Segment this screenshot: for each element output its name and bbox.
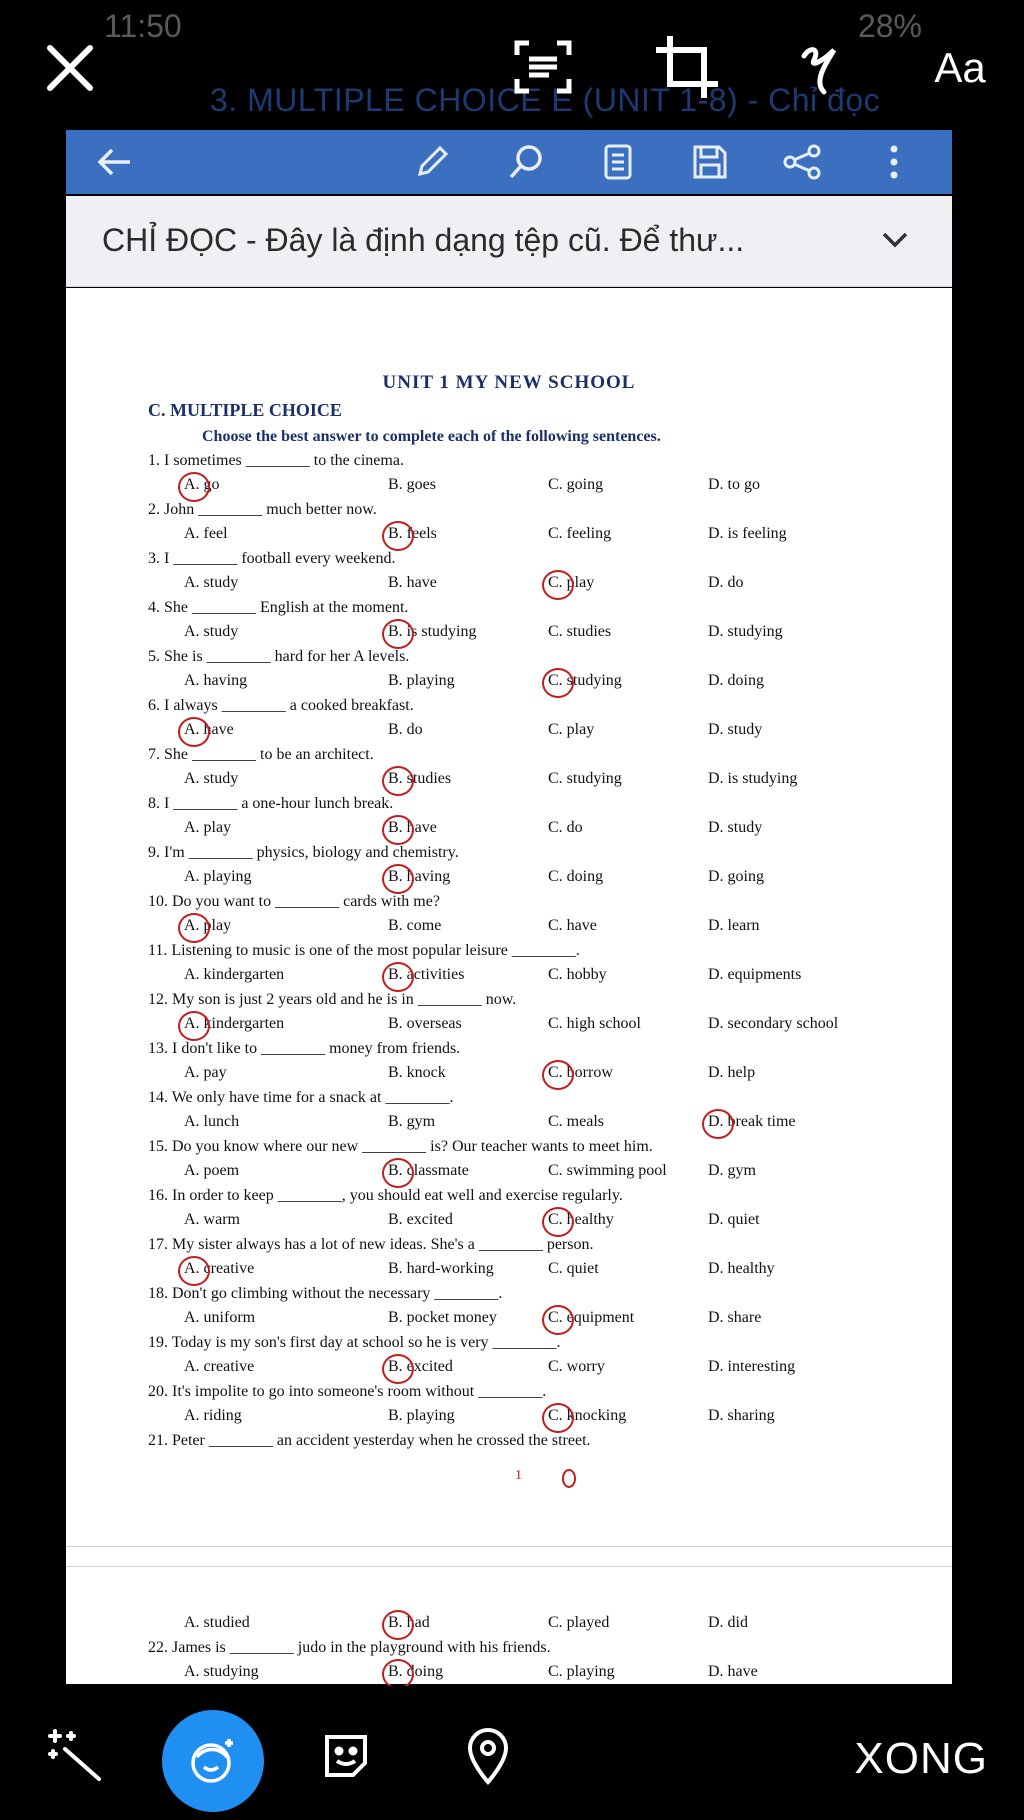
answer-circle-mark: [382, 1158, 414, 1188]
answer-option: C. going: [548, 476, 604, 493]
answer-option: A. lunch: [184, 1113, 240, 1130]
answer-option: B. excited: [388, 1358, 453, 1375]
answer-circle-mark: [702, 1109, 734, 1139]
answer-option: B. have: [388, 819, 437, 836]
answer-option: A. kindergarten: [184, 1015, 285, 1032]
answer-option: C. hobby: [548, 966, 607, 983]
question-text: 15. Do you know where our new ________ is? Our teacher wants to meet him.: [148, 1138, 653, 1155]
answer-option: D. interesting: [708, 1358, 796, 1375]
answer-circle-mark: [542, 1060, 574, 1090]
more-options-icon[interactable]: [872, 140, 916, 184]
answer-circle-mark: [382, 962, 414, 992]
answer-option: A. warm: [184, 1211, 240, 1228]
answer-option: C. doing: [548, 868, 604, 885]
answer-option: A. riding: [184, 1407, 242, 1424]
answer-option: D. to go: [708, 476, 760, 493]
answer-option: C. studying: [548, 672, 622, 689]
answer-option: B. goes: [388, 476, 436, 493]
answer-option: C. play: [548, 574, 595, 591]
unit-title: UNIT 1 MY NEW SCHOOL: [382, 372, 636, 393]
answer-option: B. hard-working: [388, 1260, 494, 1277]
question-text: 16. In order to keep ________, you should eat well and exercise regularly.: [148, 1187, 623, 1204]
answer-option: B. do: [388, 721, 423, 738]
answer-option: A. studying: [184, 1663, 259, 1680]
answer-option: B. excited: [388, 1211, 453, 1228]
save-icon[interactable]: [688, 140, 732, 184]
answer-option: D. studying: [708, 623, 783, 640]
question-text: 4. She ________ English at the moment.: [148, 599, 409, 616]
answer-option: D. learn: [708, 917, 760, 934]
answer-option: A. having: [184, 672, 248, 689]
answer-option: C. played: [548, 1614, 610, 1631]
answer-option: B. come: [388, 917, 442, 934]
draw-icon[interactable]: [792, 36, 856, 100]
clock: 11:50: [104, 8, 182, 44]
answer-option: B. had: [388, 1614, 430, 1631]
answer-option: C. do: [548, 819, 583, 836]
answer-option: B. studies: [388, 770, 452, 787]
answer-option: A. studied: [184, 1614, 250, 1631]
answer-option: B. classmate: [388, 1162, 469, 1179]
answer-circle-mark: [542, 668, 574, 698]
answer-option: C. borrow: [548, 1064, 613, 1081]
answer-option: D. going: [708, 868, 764, 885]
section-heading: C. MULTIPLE CHOICE: [148, 400, 342, 420]
answer-option: A. playing: [184, 868, 252, 885]
question-text: 22. James is ________ judo in the playground with his friends.: [148, 1639, 551, 1656]
answer-option: A. poem: [184, 1162, 240, 1179]
answer-option: D. healthy: [708, 1260, 775, 1277]
answer-circle-mark: [542, 570, 574, 600]
answer-option: B. having: [388, 868, 451, 885]
question-text: 8. I ________ a one-hour lunch break.: [148, 795, 394, 812]
answer-option: D. did: [708, 1614, 748, 1631]
answer-circle-mark: [382, 864, 414, 894]
question-text: 2. John ________ much better now.: [148, 501, 377, 518]
bottom-toolbar: [0, 1686, 1024, 1820]
answer-option: D. share: [708, 1309, 762, 1326]
answer-option: A. kindergarten: [184, 966, 285, 983]
answer-circle-mark: [542, 1305, 574, 1335]
answer-circle-mark: [178, 913, 210, 943]
back-arrow-icon[interactable]: [92, 140, 136, 184]
question-text: 21. Peter ________ an accident yesterday when he crossed the street.: [148, 1432, 591, 1449]
answer-option: D. study: [708, 819, 763, 836]
answer-circle-mark: [178, 1256, 210, 1286]
answer-option: C. high school: [548, 1015, 641, 1032]
font-button[interactable]: Aa: [934, 44, 986, 91]
location-pin-icon[interactable]: [456, 1722, 520, 1790]
answer-option: A. study: [184, 574, 239, 591]
answer-option: A. play: [184, 917, 232, 934]
answer-circle-mark: [542, 1207, 574, 1237]
page-number: 1: [515, 1468, 522, 1483]
app-toolbar: [66, 130, 952, 194]
question-text: 9. I'm ________ physics, biology and chemistry.: [148, 844, 459, 861]
answer-option: D. is feeling: [708, 525, 787, 542]
answer-circle-mark: [382, 521, 414, 551]
answer-option: A. creative: [184, 1260, 255, 1277]
answer-option: C. have: [548, 917, 597, 934]
top-toolbar: [0, 26, 1024, 126]
question-text: 13. I don't like to ________ money from friends.: [148, 1040, 461, 1057]
answer-option: A. pay: [184, 1064, 227, 1081]
answer-option: C. playing: [548, 1663, 615, 1680]
read-only-message: CHỈ ĐỌC - Đây là định dạng tệp cũ. Để thư...: [102, 222, 745, 258]
answer-option: D. help: [708, 1064, 756, 1081]
chevron-down-icon[interactable]: [878, 222, 912, 261]
answer-circle-mark: [382, 1659, 414, 1689]
answer-option: A. study: [184, 770, 239, 787]
answer-option: B. activities: [388, 966, 465, 983]
answer-option: D. break time: [708, 1113, 796, 1130]
answer-option: D. study: [708, 721, 763, 738]
answer-option: D. do: [708, 574, 744, 591]
answer-circle-mark: [178, 472, 210, 502]
answer-option: B. pocket money: [388, 1309, 497, 1326]
answer-option: C. meals: [548, 1113, 604, 1130]
answer-option: A. play: [184, 819, 232, 836]
document-title: 3. MULTIPLE CHOICE E (UNIT 1-8) - Chỉ đọc: [210, 82, 881, 118]
answer-option: A. creative: [184, 1358, 255, 1375]
answer-circle-mark: [382, 815, 414, 845]
sticker-icon[interactable]: [314, 1724, 378, 1788]
battery-level: 28%: [857, 8, 922, 44]
answer-option: C. worry: [548, 1358, 605, 1375]
question-text: 17. My sister always has a lot of new ideas. She's a ________ person.: [148, 1236, 594, 1253]
answer-option: D. doing: [708, 672, 764, 689]
instruction: Choose the best answer to complete each of the following sentences.: [202, 428, 661, 445]
close-icon[interactable]: [38, 36, 102, 100]
done-button[interactable]: XONG: [854, 1734, 988, 1783]
question-text: 12. My son is just 2 years old and he is in ________ now.: [148, 991, 517, 1008]
answer-option: A. uniform: [184, 1309, 256, 1326]
answer-circle-mark: [382, 1354, 414, 1384]
question-text: 5. She is ________ hard for her A levels.: [148, 648, 410, 665]
stray-circle-mark: [562, 1469, 576, 1488]
answer-option: A. feel: [184, 525, 228, 542]
answer-option: C. studying: [548, 770, 622, 787]
answer-option: B. playing: [388, 1407, 455, 1424]
answer-option: B. is studying: [388, 623, 477, 640]
reading-view-icon[interactable]: [596, 140, 640, 184]
answer-option: A. study: [184, 623, 239, 640]
answer-option: C. studies: [548, 623, 612, 640]
answer-circle-mark: [382, 1610, 414, 1640]
read-only-banner[interactable]: [66, 196, 952, 287]
answer-option: C. swimming pool: [548, 1162, 667, 1179]
beauty-face-button[interactable]: [162, 1710, 264, 1812]
question-text: 19. Today is my son's first day at school so he is very ________.: [148, 1334, 561, 1351]
document-page[interactable]: [66, 288, 952, 1684]
answer-option: C. equipment: [548, 1309, 635, 1326]
answer-option: C. play: [548, 721, 595, 738]
question-text: 1. I sometimes ________ to the cinema.: [148, 452, 404, 469]
answer-option: D. have: [708, 1663, 758, 1680]
answer-option: B. feels: [388, 525, 437, 542]
answer-option: B. overseas: [388, 1015, 462, 1032]
question-text: 6. I always ________ a cooked breakfast.: [148, 697, 414, 714]
share-icon[interactable]: [780, 140, 824, 184]
answer-circle-mark: [382, 619, 414, 649]
pencil-icon[interactable]: [410, 140, 454, 184]
answer-circle-mark: [178, 1011, 210, 1041]
answer-option: D. sharing: [708, 1407, 775, 1424]
answer-circle-mark: [542, 1403, 574, 1433]
answer-option: C. quiet: [548, 1260, 599, 1277]
question-text: 14. We only have time for a snack at ________.: [148, 1089, 454, 1106]
page-separator: [66, 1546, 952, 1547]
crop-icon[interactable]: [650, 30, 724, 104]
answer-option: D. secondary school: [708, 1015, 839, 1032]
answer-option: B. knock: [388, 1064, 446, 1081]
answer-circle-mark: [382, 766, 414, 796]
question-text: 7. She ________ to be an architect.: [148, 746, 374, 763]
answer-option: B. gym: [388, 1113, 436, 1130]
search-icon[interactable]: [504, 140, 548, 184]
answer-option: D. is studying: [708, 770, 798, 787]
answer-option: B. playing: [388, 672, 455, 689]
answer-option: D. quiet: [708, 1211, 760, 1228]
question-text: 3. I ________ football every weekend.: [148, 550, 396, 567]
question-text: 10. Do you want to ________ cards with me?: [148, 893, 440, 910]
answer-option: C. knocking: [548, 1407, 627, 1424]
answer-option: A. have: [184, 721, 234, 738]
scan-text-icon[interactable]: [508, 32, 578, 102]
answer-circle-mark: [178, 717, 210, 747]
question-text: 20. It's impolite to go into someone's room without ________.: [148, 1383, 547, 1400]
question-text: 11. Listening to music is one of the most popular leisure ________.: [148, 942, 580, 959]
answer-option: B. doing: [388, 1663, 444, 1680]
magic-wand-icon[interactable]: [40, 1720, 110, 1790]
answer-option: B. have: [388, 574, 437, 591]
answer-option: A. go: [184, 476, 220, 493]
answer-option: C. healthy: [548, 1211, 614, 1228]
answer-option: D. gym: [708, 1162, 756, 1179]
answer-option: D. equipments: [708, 966, 802, 983]
question-text: 18. Don't go climbing without the necessary ________.: [148, 1285, 503, 1302]
answer-option: C. feeling: [548, 525, 612, 542]
page-separator: [66, 1566, 952, 1567]
